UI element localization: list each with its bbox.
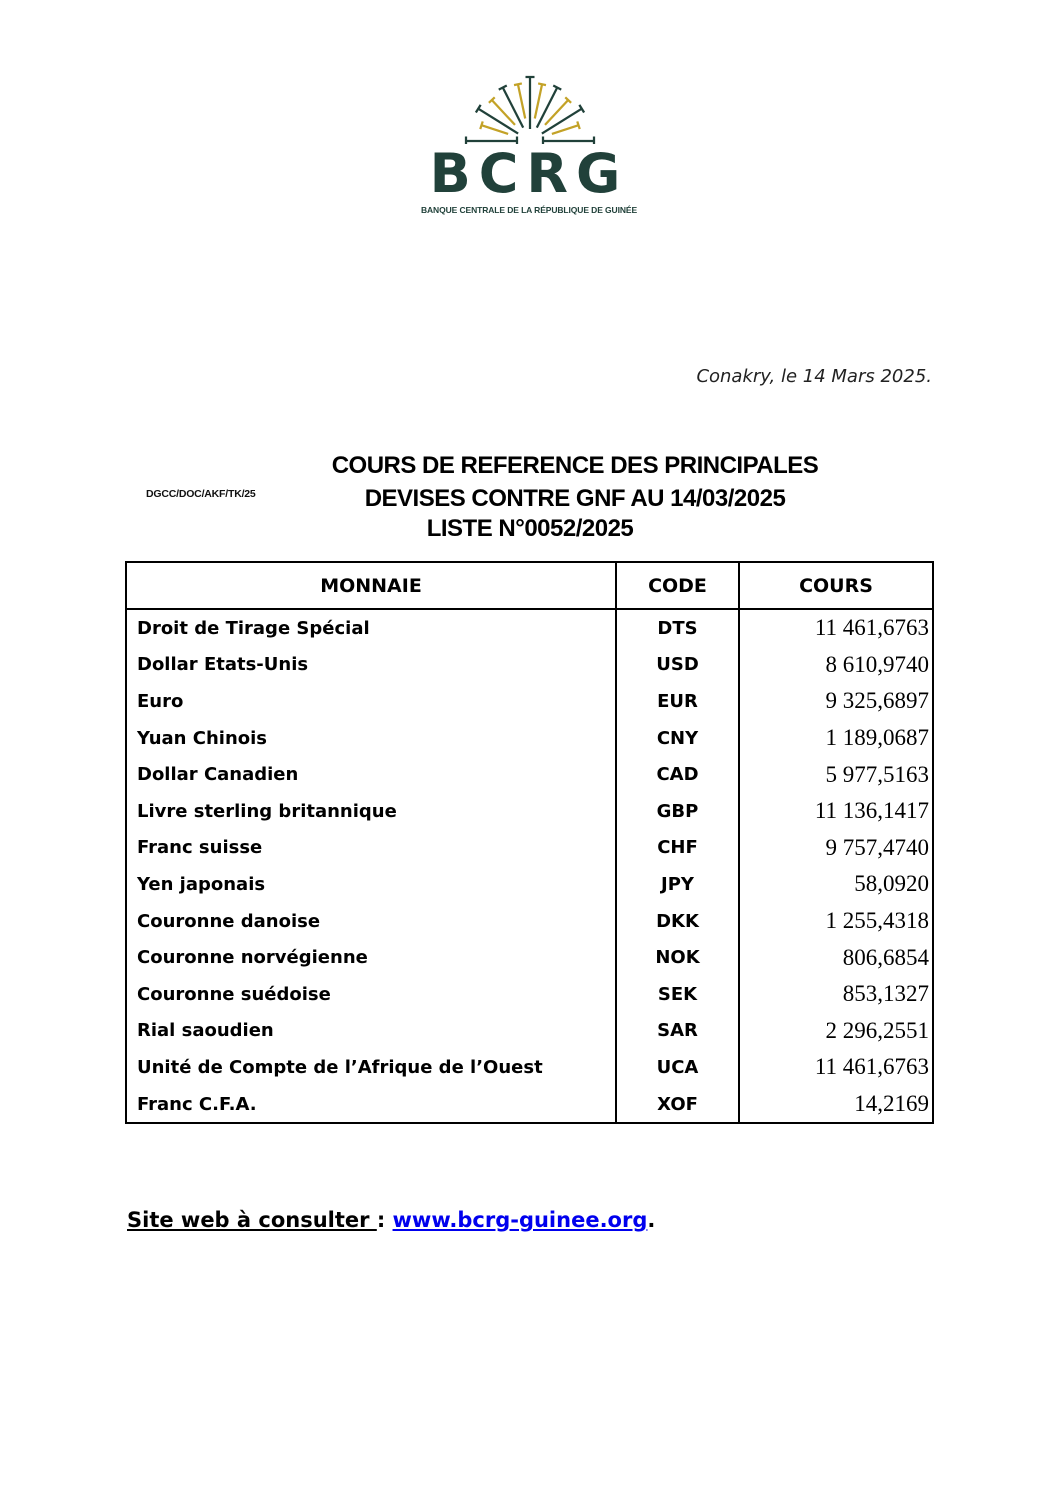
currency-name: Droit de Tirage Spécial <box>137 617 370 639</box>
currency-name: Euro <box>137 690 184 712</box>
currency-rate: 2 296,2551 <box>825 1017 929 1043</box>
currency-name: Couronne suédoise <box>137 983 331 1005</box>
currency-name: Couronne danoise <box>137 910 321 932</box>
website-period: . <box>647 1208 656 1232</box>
table-row <box>127 976 932 1013</box>
date-line: Conakry, le 14 Mars 2025. <box>696 366 932 387</box>
currency-code: EUR <box>615 683 740 720</box>
currency-code: GBP <box>615 793 740 830</box>
currency-name: Franc suisse <box>137 837 263 859</box>
currency-rate: 853,1327 <box>842 981 929 1007</box>
currency-code: CAD <box>615 756 740 793</box>
table-row <box>127 1013 932 1050</box>
currency-code: CHF <box>615 830 740 867</box>
table-row <box>127 720 932 757</box>
page-title <box>175 449 975 515</box>
currency-rate: 11 461,6763 <box>814 615 929 641</box>
currency-name: Yuan Chinois <box>137 727 268 749</box>
currency-rate: 11 461,6763 <box>814 1054 929 1080</box>
currency-rate: 9 325,6897 <box>825 688 929 714</box>
table-body <box>127 610 932 1122</box>
exchange-rates-table <box>125 561 934 1124</box>
column-header-monnaie: MONNAIE <box>320 574 422 597</box>
currency-name: Yen japonais <box>137 873 266 895</box>
currency-name: Livre sterling britannique <box>137 800 397 822</box>
currency-name: Dollar Canadien <box>137 764 299 786</box>
logo-tagline: BANQUE CENTRALE DE LA RÉPUBLIQUE DE GUINÉE <box>420 205 638 215</box>
currency-name: Dollar Etats-Unis <box>137 654 309 676</box>
currency-name: Rial saoudien <box>137 1020 274 1042</box>
currency-code: USD <box>615 647 740 684</box>
currency-code: JPY <box>615 866 740 903</box>
currency-code: XOF <box>615 1086 740 1123</box>
currency-code: DTS <box>615 610 740 647</box>
page-title-line2: DEVISES CONTRE GNF AU 14/03/2025 <box>364 485 786 512</box>
currency-code: NOK <box>615 939 740 976</box>
currency-code: DKK <box>615 903 740 940</box>
currency-name: Unité de Compte de l’Afrique de l’Ouest <box>137 1056 543 1078</box>
website-label: Site web à consulter <box>127 1208 377 1232</box>
table-row <box>127 793 932 830</box>
website-line <box>127 1208 655 1232</box>
logo-sunburst-icon <box>464 74 596 144</box>
page-title-line1: COURS DE REFERENCE DES PRINCIPALES <box>331 452 819 479</box>
currency-code: CNY <box>615 720 740 757</box>
table-row <box>127 647 932 684</box>
table-row <box>127 903 932 940</box>
currency-rate: 806,6854 <box>842 944 929 970</box>
page-title-line3: LISTE N°0052/2025 <box>426 515 634 542</box>
currency-code: SEK <box>615 976 740 1013</box>
column-header-code: CODE <box>615 563 740 608</box>
document-reference: DGCC/DOC/AKF/TK/25 <box>146 488 256 500</box>
currency-rate: 9 757,4740 <box>825 834 929 860</box>
table-row <box>127 939 932 976</box>
currency-rate: 58,0920 <box>854 871 929 897</box>
column-header-cours: COURS <box>799 574 873 597</box>
table-row <box>127 830 932 867</box>
currency-rate: 5 977,5163 <box>825 761 929 787</box>
website-separator: : <box>376 1208 393 1232</box>
table-row <box>127 866 932 903</box>
currency-code: SAR <box>615 1013 740 1050</box>
table-row <box>127 756 932 793</box>
table-row <box>127 1086 932 1123</box>
table-row <box>127 1049 932 1086</box>
currency-rate: 11 136,1417 <box>814 798 929 824</box>
website-link[interactable]: www.bcrg-guinee.org <box>392 1208 648 1232</box>
currency-name: Franc C.F.A. <box>137 1093 257 1115</box>
currency-rate: 1 189,0687 <box>825 725 929 751</box>
table-header-row <box>127 563 932 610</box>
currency-name: Couronne norvégienne <box>137 947 368 969</box>
table-row <box>127 610 932 647</box>
currency-rate: 14,2169 <box>854 1091 929 1117</box>
table-row <box>127 683 932 720</box>
logo-acronym: BCRG <box>429 142 629 205</box>
currency-rate: 8 610,9740 <box>825 651 929 677</box>
currency-rate: 1 255,4318 <box>825 908 929 934</box>
currency-code: UCA <box>615 1049 740 1086</box>
